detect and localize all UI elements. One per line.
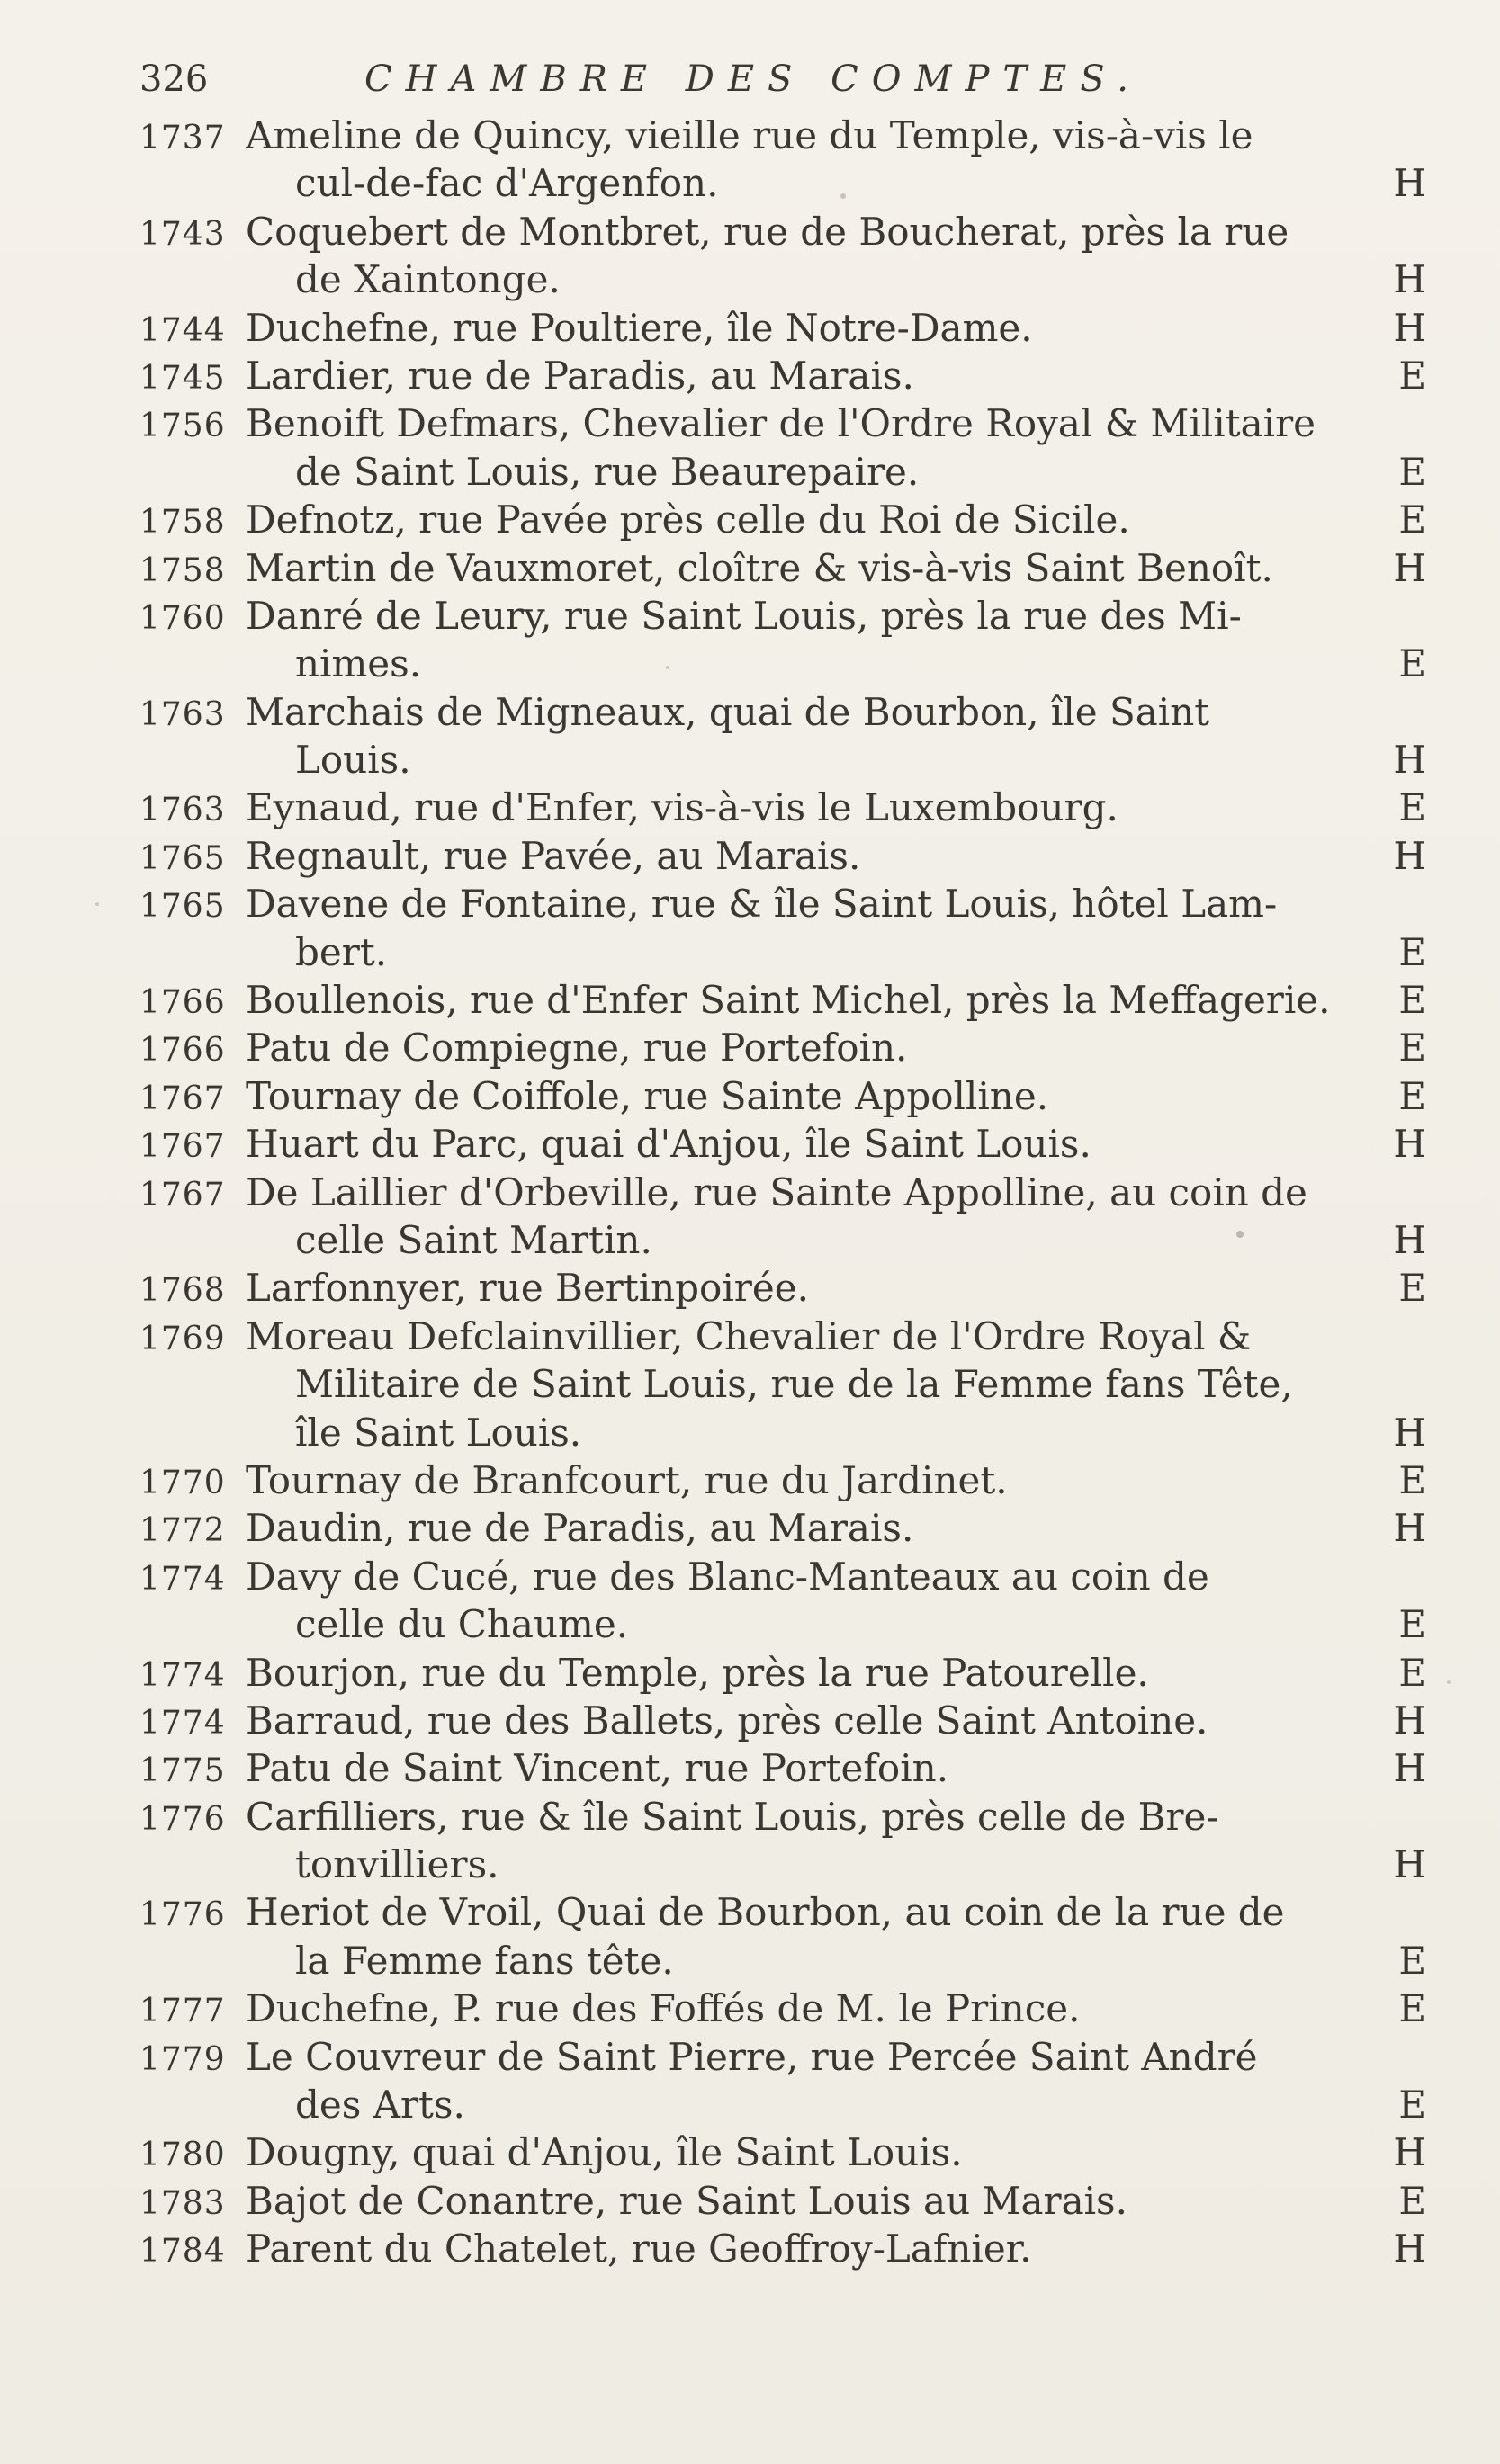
entry-code: E xyxy=(1398,1026,1426,1071)
entry-continuation-line: île Saint Louis. H xyxy=(139,1409,1426,1456)
entry-code: H xyxy=(1393,1506,1426,1551)
entry-text: Larfonnyer, rue Bertinpoirée. xyxy=(246,1266,809,1311)
entry-year: 1776 xyxy=(139,1800,226,1838)
entry-text: Le Couvreur de Saint Pierre, rue Percée Saint André xyxy=(246,2034,1258,2079)
entry-text: Bourjon, rue du Temple, près la rue Patourelle. xyxy=(246,1650,1149,1695)
entry-code: H xyxy=(1393,1842,1426,1887)
entry-year: 1760 xyxy=(139,599,226,637)
entry-code: H xyxy=(1393,833,1426,878)
entry-text: Danré de Leury, rue Saint Louis, près la rue des Mi- xyxy=(246,593,1242,638)
entry-text: Marchais de Migneaux, quai de Bourbon, île Saint xyxy=(246,689,1210,734)
entry-text: Boullenois, rue d'Enfer Saint Michel, près la Meffagerie. xyxy=(246,978,1331,1023)
entry-year: 1744 xyxy=(139,311,226,349)
entry-code: H xyxy=(1393,2130,1426,2175)
entry-year: 1756 xyxy=(139,408,226,445)
entry-text: Davene de Fontaine, rue & île Saint Louis, hôtel Lam- xyxy=(246,882,1278,927)
entry-year: 1743 xyxy=(139,215,226,253)
entry-code: H xyxy=(1393,1746,1426,1791)
entry-year: 1784 xyxy=(139,2233,226,2271)
entry-text: Tournay de Coiffole, rue Sainte Appolline. xyxy=(246,1073,1049,1118)
entry-year: 1774 xyxy=(139,1704,226,1742)
entry-code: E xyxy=(1398,449,1426,494)
entry-text: Carfilliers, rue & île Saint Louis, près celle de Bre- xyxy=(246,1794,1219,1839)
entry-text: Bajot de Conantre, rue Saint Louis au Marais. xyxy=(246,2178,1127,2223)
entry-code: E xyxy=(1398,929,1426,974)
entry-code: E xyxy=(1398,497,1426,542)
entry-year: 1775 xyxy=(139,1752,226,1790)
entry-year: 1769 xyxy=(139,1320,226,1357)
entry-code: H xyxy=(1393,1217,1426,1262)
entry-year: 1768 xyxy=(139,1272,226,1310)
entry-text: Benoift Defmars, Chevalier de l'Ordre Royal & Militaire xyxy=(246,401,1316,446)
entry-code: E xyxy=(1398,2083,1426,2128)
entry-code: E xyxy=(1398,1266,1426,1311)
entry-code: H xyxy=(1393,2227,1426,2271)
entry-continuation-line: nimes. E xyxy=(139,640,1426,687)
entry-continuation-line: Militaire de Saint Louis, rue de la Femme fans Tête, xyxy=(295,1362,1293,1407)
entry-continuation-line: de Xaintonge. H xyxy=(139,255,1426,303)
entry-year: 1770 xyxy=(139,1464,226,1501)
entry-year: 1776 xyxy=(139,1896,226,1934)
entry-year: 1774 xyxy=(139,1656,226,1694)
entry-text: Lardier, rue de Paradis, au Marais. xyxy=(246,353,914,398)
entry-text: Patu de Compiegne, rue Portefoin. xyxy=(246,1026,908,1071)
entry-continuation-line: de Saint Louis, rue Beaurepaire. E xyxy=(139,448,1426,496)
entry-year: 1777 xyxy=(139,1993,226,2030)
entry-year: 1766 xyxy=(139,984,226,1022)
entry-code: E xyxy=(1398,641,1426,686)
entry-year: 1763 xyxy=(139,792,226,829)
entry-continuation-line: celle du Chaume. E xyxy=(139,1600,1426,1648)
entry-text: Davy de Cucé, rue des Blanc-Manteaux au coin de xyxy=(246,1554,1209,1599)
entry-code: H xyxy=(1393,738,1426,783)
entry-text: Ameline de Quincy, vieille rue du Temple, vis-à-vis le xyxy=(246,113,1253,157)
entry-text: Patu de Saint Vincent, rue Portefoin. xyxy=(246,1746,949,1791)
entry-year: 1758 xyxy=(139,551,226,589)
entry-year: 1745 xyxy=(139,359,226,397)
entry-text: Barraud, rue des Ballets, près celle Saint Antoine. xyxy=(246,1698,1208,1743)
entry-continuation-line: des Arts. E xyxy=(139,2081,1426,2128)
entry-code: H xyxy=(1393,545,1426,590)
entry-text: Defnotz, rue Pavée près celle du Roi de Sicile. xyxy=(246,497,1130,542)
entry-year: 1772 xyxy=(139,1512,226,1550)
entry-year: 1758 xyxy=(139,504,226,542)
entry-year: 1774 xyxy=(139,1560,226,1598)
entry-year: 1767 xyxy=(139,1080,226,1117)
entry-year: 1767 xyxy=(139,1128,226,1166)
entry-continuation-line: cul-de-fac d'Argenfon. H xyxy=(139,159,1426,207)
entry-continuation-line: la Femme fans tête. E xyxy=(139,1937,1426,1985)
entry-year: 1765 xyxy=(139,839,226,877)
entry-code: E xyxy=(1398,1457,1426,1502)
entry-text: Daudin, rue de Paradis, au Marais. xyxy=(246,1506,914,1551)
entry-text: De Laillier d'Orbeville, rue Sainte Appolline, au coin de xyxy=(246,1169,1307,1214)
entry-text: Tournay de Branfcourt, rue du Jardinet. xyxy=(246,1457,1008,1502)
entry-continuation-line: tonvilliers. H xyxy=(139,1841,1426,1888)
entry-year: 1779 xyxy=(139,2040,226,2078)
entry-year: 1765 xyxy=(139,888,226,926)
entry-year: 1783 xyxy=(139,2184,226,2222)
entry-text: Eynaud, rue d'Enfer, vis-à-vis le Luxembourg. xyxy=(246,785,1118,830)
entry-year: 1766 xyxy=(139,1032,226,1070)
entry-code: E xyxy=(1398,978,1426,1023)
entry-code: E xyxy=(1398,2178,1426,2223)
entry-text: Moreau Defclainvillier, Chevalier de l'Ordre Royal & xyxy=(246,1313,1252,1358)
entry-continuation-line: celle Saint Martin. H xyxy=(139,1216,1426,1264)
entry-code: H xyxy=(1393,161,1426,206)
entry-text: Dougny, quai d'Anjou, île Saint Louis. xyxy=(246,2130,963,2175)
entry-code: E xyxy=(1398,353,1426,398)
entry-year: 1767 xyxy=(139,1176,226,1214)
entry-year: 1780 xyxy=(139,2137,226,2174)
entry-code: E xyxy=(1398,1650,1426,1695)
entry-text: Huart du Parc, quai d'Anjou, île Saint Louis. xyxy=(246,1122,1091,1167)
entry-text: Parent du Chatelet, rue Geoffroy-Lafnier. xyxy=(246,2227,1032,2271)
entry-code: E xyxy=(1398,1073,1426,1118)
entry-code: H xyxy=(1393,1122,1426,1167)
entry-code: E xyxy=(1398,1602,1426,1647)
entry-text: Coquebert de Montbret, rue de Boucherat, près la rue xyxy=(246,209,1289,254)
entry-code: E xyxy=(1398,1986,1426,2031)
entry-text: Duchefne, P. rue des Foffés de M. le Prince. xyxy=(246,1986,1081,2031)
entry-code: H xyxy=(1393,1410,1426,1455)
entry-code: H xyxy=(1393,257,1426,302)
entry-text: Duchefne, rue Poultiere, île Notre-Dame. xyxy=(246,305,1033,350)
entry-continuation-line: Louis. H xyxy=(139,736,1426,784)
entry-text: Heriot de Vroil, Quai de Bourbon, au coin de la rue de xyxy=(246,1890,1285,1935)
entry-code: H xyxy=(1393,1698,1426,1743)
entry-code: H xyxy=(1393,305,1426,350)
page-number: 326 xyxy=(139,58,209,100)
entry-text: Regnault, rue Pavée, au Marais. xyxy=(246,833,861,878)
entry-text: Martin de Vauxmoret, cloître & vis-à-vis Saint Benoît. xyxy=(246,545,1273,590)
entry-year: 1737 xyxy=(139,120,226,157)
entry-year: 1763 xyxy=(139,695,226,733)
running-title: CHAMBRE DES COMPTES. xyxy=(364,58,1142,100)
entry-code: E xyxy=(1398,1938,1426,1983)
entry-continuation-line: bert. E xyxy=(139,928,1426,976)
entry-code: E xyxy=(1398,785,1426,830)
